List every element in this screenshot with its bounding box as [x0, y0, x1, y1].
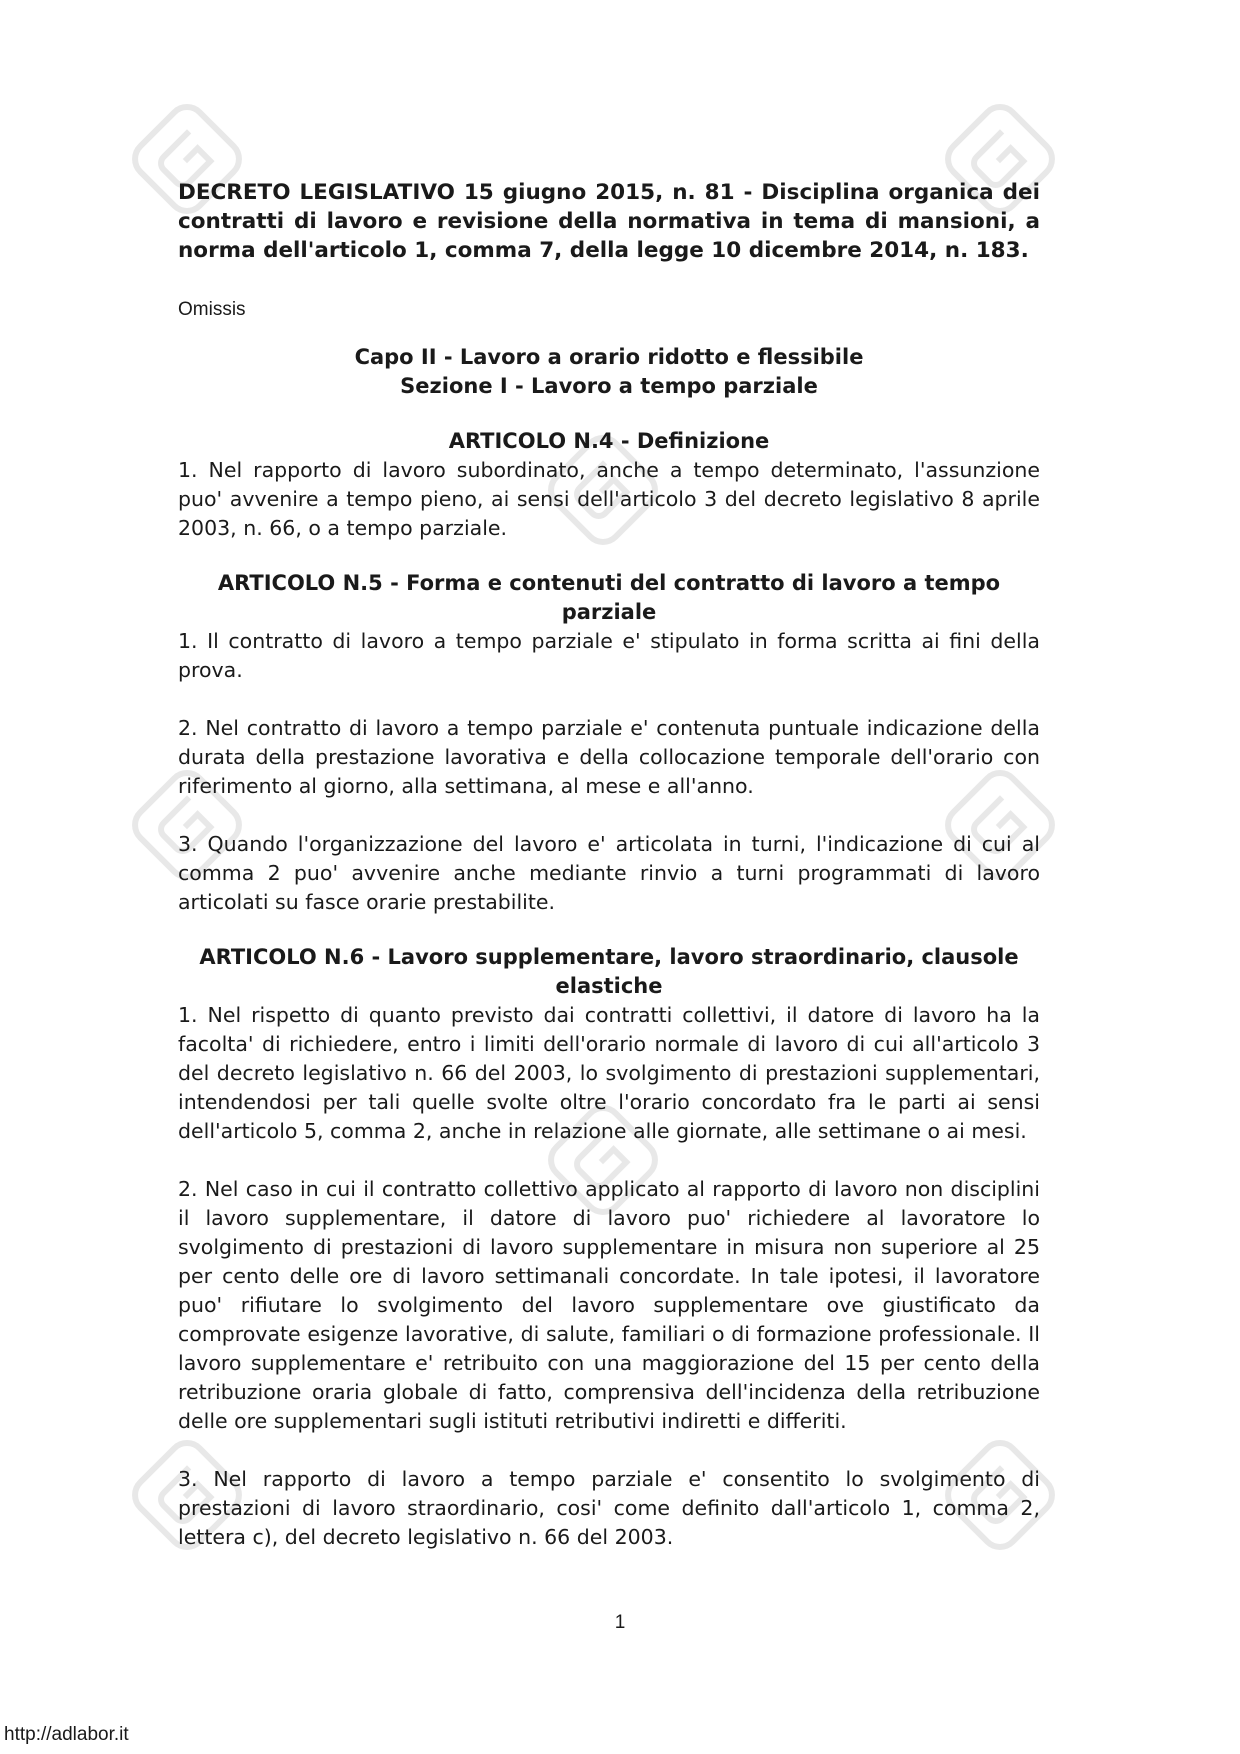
document-page	[178, 178, 1040, 1552]
article-heading: ARTICOLO N.4 - Definizione	[448, 429, 770, 453]
chapter-heading-block	[178, 343, 1040, 401]
article-paragraph: 1. Il contratto di lavoro a tempo parziale e' stipulato in forma scritta ai fini della prova.	[178, 629, 1040, 682]
capo-heading: Capo II - Lavoro a orario ridotto e flessibile	[354, 345, 864, 369]
footer-url: http://adlabor.it	[4, 1724, 129, 1745]
article-paragraph: 2. Nel contratto di lavoro a tempo parziale e' contenuta puntuale indicazione della durata della prestazione lavorativa e della collocazione temporale dell'orario con riferimento al giorno, alla settimana, al mese e all'anno.	[178, 716, 1040, 798]
article-paragraph: 1. Nel rispetto di quanto previsto dai contratti collettivi, il datore di lavoro ha la facolta' di richiedere, entro i limiti dell'orario normale di lavoro di cui all'articolo 3 del decreto legislativo n. 66 del 2003, lo svolgimento di prestazioni supplementari, intendendosi per tali quelle svolte oltre l'orario concordato fra le parti ai sensi dell'articolo 5, comma 2, anche in relazione alle giornate, alle settimane o ai mesi.	[178, 1003, 1040, 1143]
omissis-note: Omissis	[178, 299, 246, 320]
article-4	[178, 427, 1040, 543]
article-paragraph: 3. Nel rapporto di lavoro a tempo parziale e' consentito lo svolgimento di prestazioni di lavoro straordinario, cosi' come definito dall'articolo 1, comma 2, lettera c), del decreto legislativo n. 66 del 2003.	[178, 1467, 1040, 1549]
article-paragraph: 1. Nel rapporto di lavoro subordinato, anche a tempo determinato, l'assunzione puo' avvenire a tempo pieno, ai sensi dell'articolo 3 del decreto legislativo 8 aprile 2003, n. 66, o a tempo parziale.	[178, 458, 1040, 540]
article-paragraph: 2. Nel caso in cui il contratto collettivo applicato al rapporto di lavoro non disciplini il lavoro supplementare, il datore di lavoro puo' richiedere al lavoratore lo svolgimento di prestazioni di lavoro supplementare in misura non superiore al 25 per cento delle ore di lavoro settimanali concordate. In tale ipotesi, il lavoratore puo' rifiutare lo svolgimento del lavoro supplementare ove giustificato da comprovate esigenze lavorative, di salute, familiari o di formazione professionale. Il lavoro supplementare e' retribuito con una maggiorazione del 15 per cento della retribuzione oraria globale di fatto, comprensiva dell'incidenza della retribuzione delle ore supplementari sugli istituti retributivi indiretti e differiti.	[178, 1177, 1040, 1433]
article-6	[178, 943, 1040, 1552]
article-5	[178, 569, 1040, 917]
article-heading: ARTICOLO N.6 - Lavoro supplementare, lavoro straordinario, clausole elastiche	[199, 945, 1019, 998]
article-heading: ARTICOLO N.5 - Forma e contenuti del contratto di lavoro a tempo parziale	[217, 571, 1001, 624]
article-paragraph: 3. Quando l'organizzazione del lavoro e' articolata in turni, l'indicazione di cui al comma 2 puo' avvenire anche mediante rinvio a turni programmati di lavoro articolati su fasce orarie prestabilite.	[178, 832, 1040, 914]
page-number: 1	[614, 1612, 626, 1633]
document-title: DECRETO LEGISLATIVO 15 giugno 2015, n. 81 - Disciplina organica dei contratti di lavoro e revisione della normativa in tema di mansioni, a norma dell'articolo 1, comma 7, della legge 10 dicembre 2014, n. 183.	[178, 180, 1040, 263]
sezione-heading: Sezione I - Lavoro a tempo parziale	[400, 374, 818, 398]
